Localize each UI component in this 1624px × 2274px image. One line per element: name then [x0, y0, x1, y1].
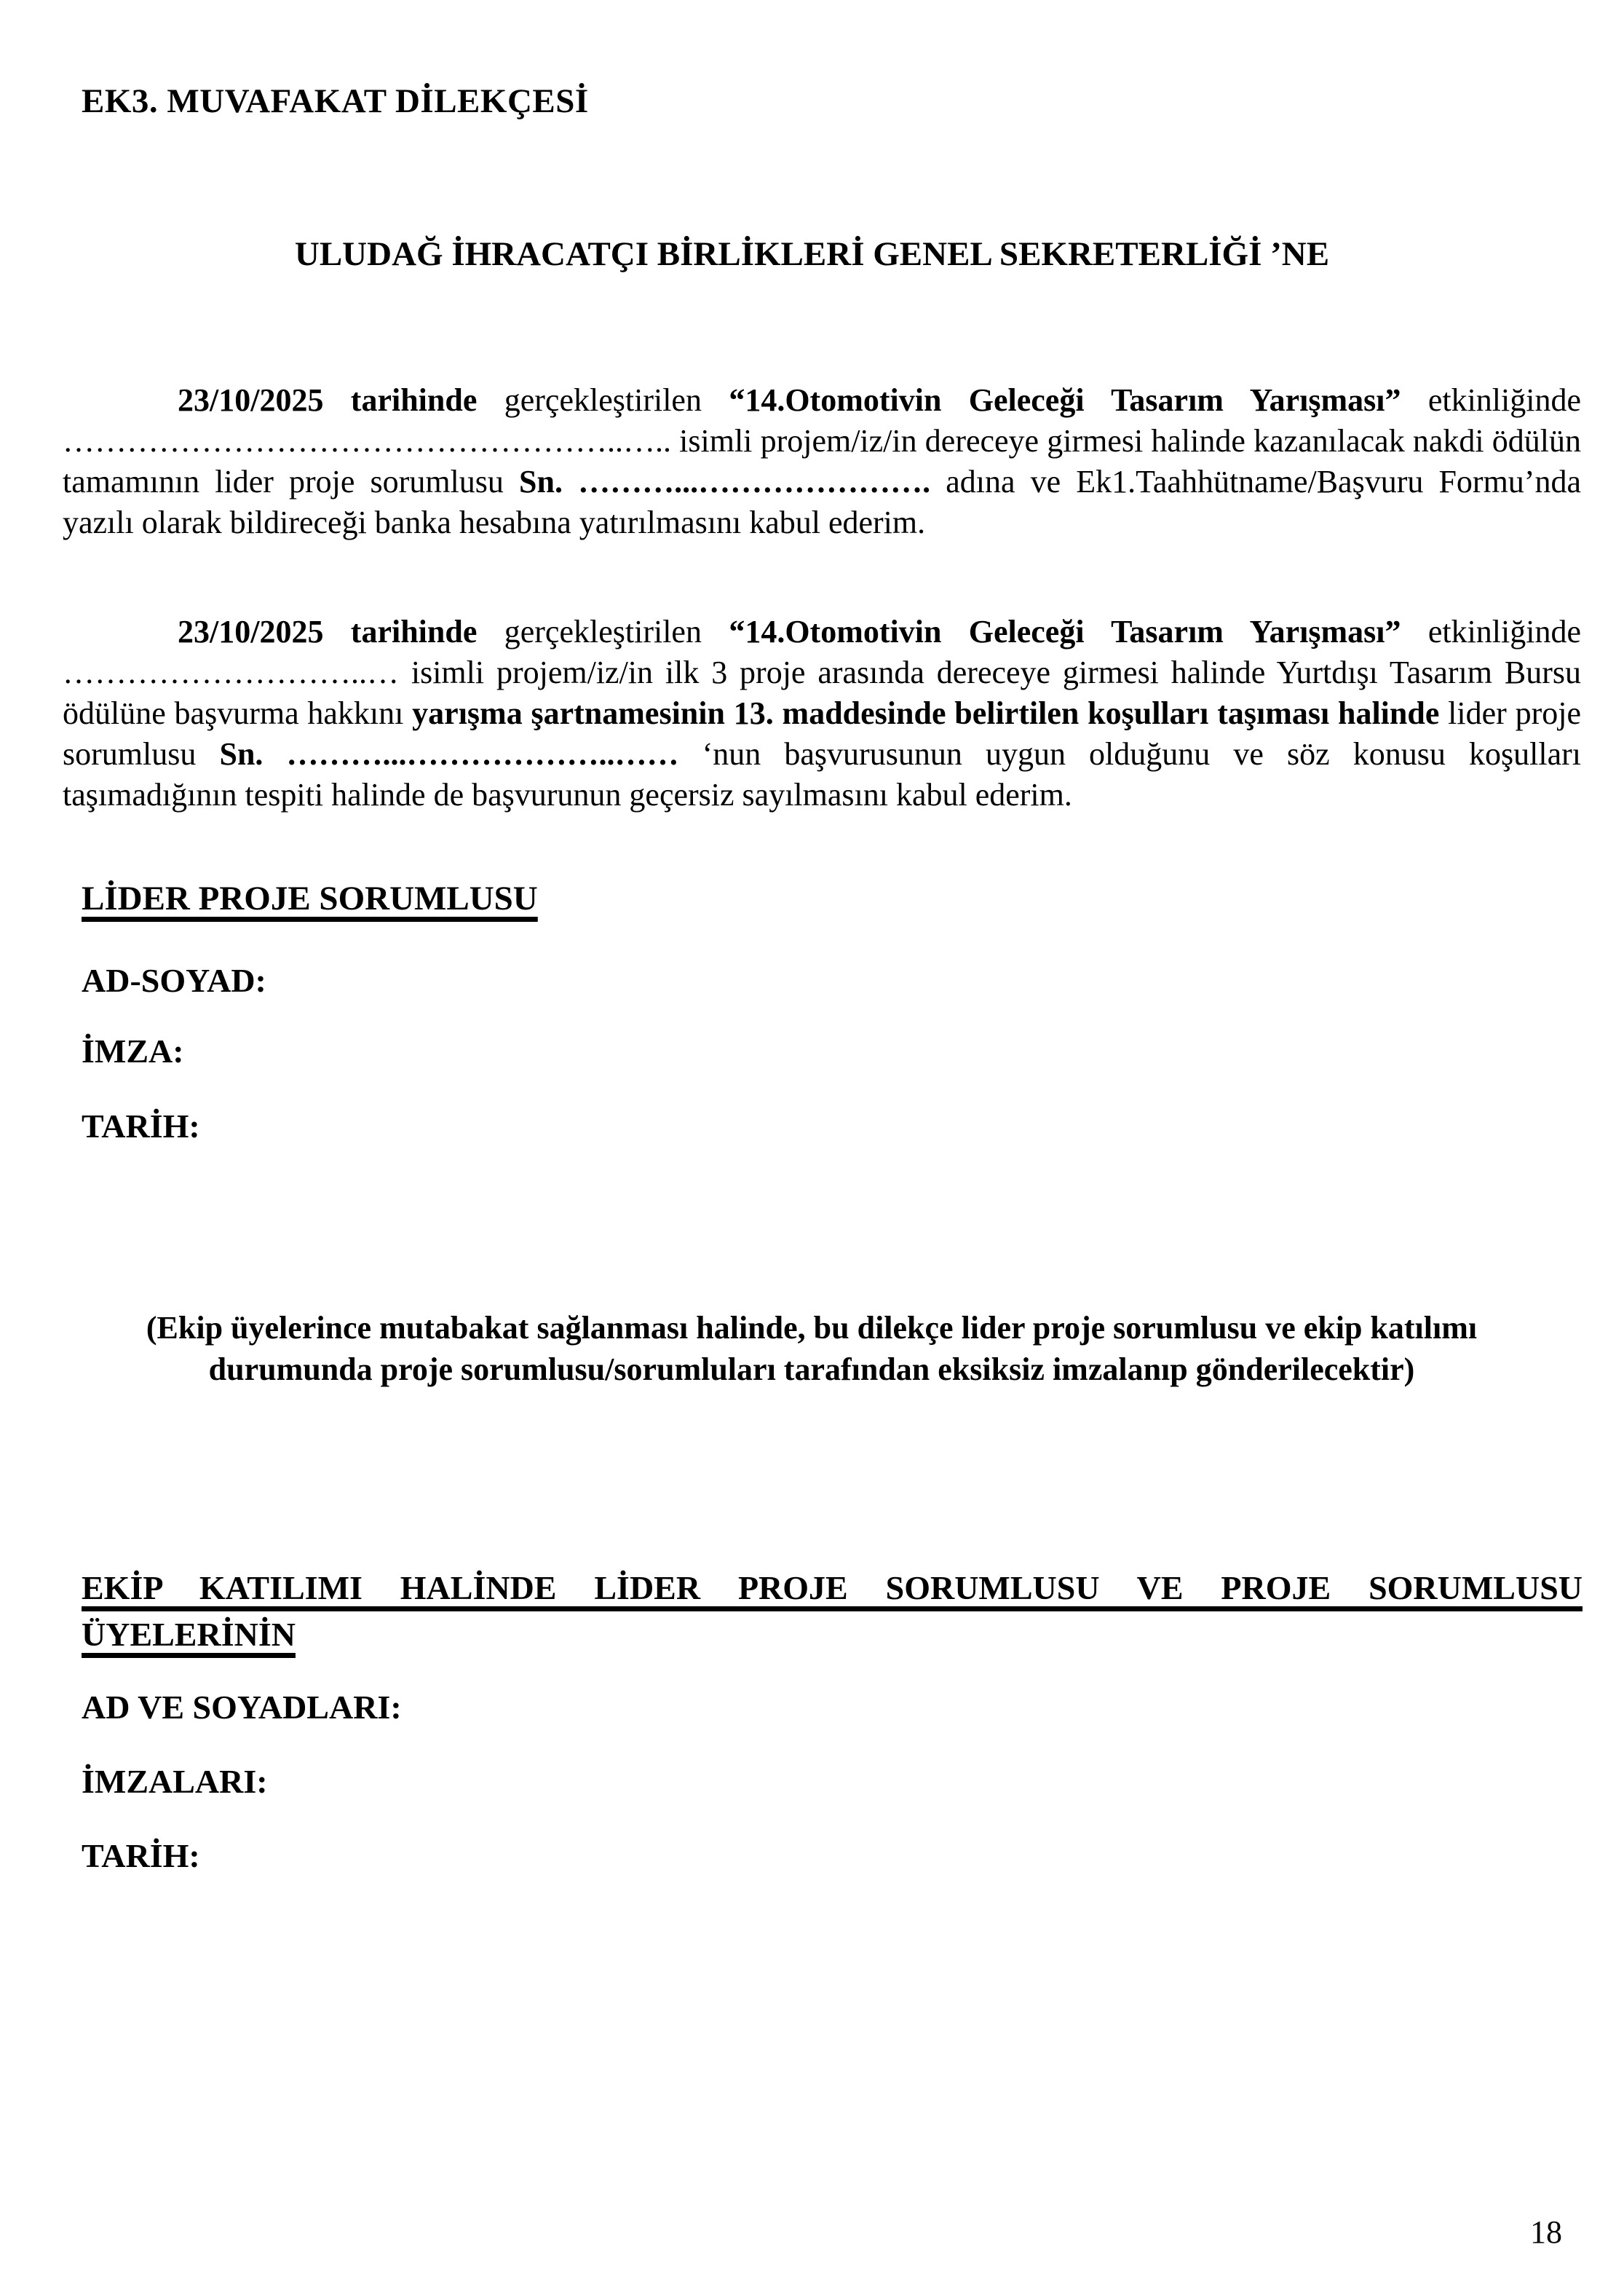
team-section-heading-line1: EKİP KATILIMI HALİNDE LİDER PROJE SORUMLUSU VE PROJE SORUMLUSU: [82, 1569, 1583, 1606]
text-run: yarışma şartnamesinin 13. maddesinde belirtilen koşulları taşıması halinde: [412, 695, 1449, 731]
paragraph-consent-scholarship: [63, 612, 1581, 816]
text-run: adına ve Ek1.Taahhütname/Başvuru Formu’nda yazılı olarak bildireceği banka hesabına yatırılmasını kabul ederim.: [63, 464, 1581, 540]
leader-section-heading: LİDER PROJE SORUMLUSU: [82, 880, 538, 917]
paragraph-consent-prize: [63, 380, 1581, 543]
text-run: 23/10/2025 tarihinde: [178, 382, 504, 418]
page-number: 18: [1530, 2214, 1562, 2250]
text-run: gerçekleştirilen: [504, 382, 729, 418]
label-date: TARİH:: [82, 1108, 200, 1145]
text-run: Sn. ………...………………..……: [219, 736, 702, 772]
label-date-2: TARİH:: [82, 1837, 200, 1874]
text-run: “14.Otomotivin Geleceği Tasarım Yarışması”: [729, 614, 1428, 650]
team-section-heading-line2: ÜYELERİNİN: [82, 1616, 296, 1653]
addressee-line: ULUDAĞ İHRACATÇI BİRLİKLERİ GENEL SEKRETERLİĞİ ’NE: [294, 235, 1330, 273]
text-run: ‘nun başvurusunun uygun olduğunu ve söz konusu koşulları taşımadığının tespiti halinde de başvurunun geçersiz sayılmasını kabul ederim.: [63, 736, 1581, 813]
label-signature: İMZA:: [82, 1033, 184, 1070]
label-names-surnames: AD VE SOYADLARI:: [82, 1689, 402, 1726]
document-title: EK3. MUVAFAKAT DİLEKÇESİ: [82, 82, 589, 120]
text-run: lider proje sorumlusu: [63, 695, 1581, 772]
text-run: etkinliğinde ……………………………………………..….. isimli projem/iz/in dereceye girmesi halinde kazanılacak nakdi ödülün tamamının lider proje sorumlusu: [63, 382, 1582, 500]
text-run: Sn. ………...………………….: [519, 464, 946, 500]
text-run: gerçekleştirilen: [504, 614, 729, 650]
text-run: “14.Otomotivin Geleceği Tasarım Yarışması”: [729, 382, 1428, 418]
label-signatures: İMZALARI:: [82, 1763, 268, 1800]
label-name-surname: AD-SOYAD:: [82, 962, 266, 999]
text-run: 23/10/2025 tarihinde: [178, 614, 504, 650]
text-run: etkinliğinde ………………………..… isimli projem/iz/in ilk 3 proje arasında dereceye girmesi halinde Yurtdışı Tasarım Bursu ödülüne başvurma hakkını: [63, 614, 1582, 731]
team-section-heading: [82, 1567, 1583, 1656]
team-agreement-note: (Ekip üyelerince mutabakat sağlanması halinde, bu dilekçe lider proje sorumlusu ve ekip katılımı durumunda proje sorumlusu/sorumluları tarafından eksiksiz imzalanıp gönderilecektir): [146, 1310, 1478, 1387]
